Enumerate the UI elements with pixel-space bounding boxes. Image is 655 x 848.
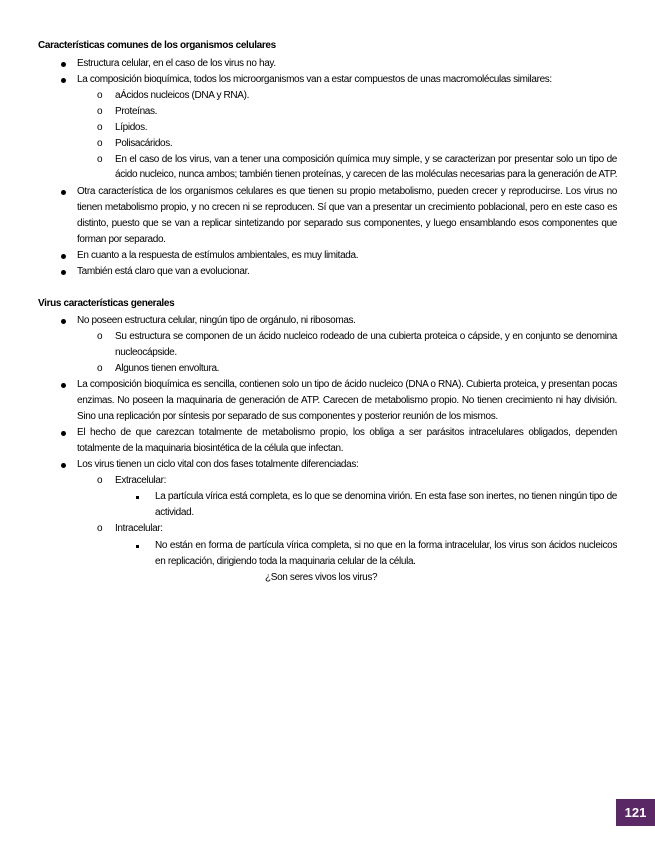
list-item-continuation: Sino una replicación por síntesis por separado de sus componentes y posterior reunión de los mismos.: [77, 411, 498, 422]
list-item: También está claro que van a evolucionar.: [77, 266, 250, 277]
list-item: Otra característica de los organismos celulares es que tienen su propio metabolismo, pueden crecer y reproducirse. Los virus no: [77, 186, 617, 197]
detail-item: No están en forma de partícula vírica completa, si no que en la forma intracelular, los virus son ácidos nucleicos: [155, 540, 617, 551]
bullet-marker: [61, 431, 66, 436]
detail-item-continuation: actividad.: [155, 507, 194, 518]
sub-list-item: Su estructura se componen de un ácido nucleico rodeado de una cubierta proteica o cápside, y en conjunto se denomina: [115, 331, 617, 342]
list-item-continuation: distinto, puesto que se van a replicar sintetizando por separado sus componentes, y luego ensamblando esos componentes que: [77, 218, 617, 229]
sub-list-item-continuation: nucleocápside.: [115, 347, 177, 358]
sub-list-item: Proteínas.: [115, 106, 158, 117]
list-item: Estructura celular, en el caso de los virus no hay.: [77, 58, 276, 69]
square-marker: [136, 545, 139, 548]
list-item: La composición bioquímica es sencilla, contienen solo un tipo de ácido nucleico (DNA o RNA). Cubierta proteica, y presentan pocas: [77, 379, 617, 390]
bullet-marker: [61, 270, 66, 275]
bullet-marker: [61, 463, 66, 468]
sub-list-item: aÁcidos nucleicos (DNA y RNA).: [115, 90, 249, 101]
sub-list-item: Extracelular:: [115, 475, 167, 486]
sub-list-item: Polisacáridos.: [115, 138, 173, 149]
circle-marker: o: [97, 523, 103, 534]
list-item: No poseen estructura celular, ningún tipo de orgánulo, ni ribosomas.: [77, 315, 356, 326]
circle-marker: o: [97, 331, 103, 342]
sub-list-item: En el caso de los virus, van a tener una composición química muy simple, y se caracterizan por presentar solo un tipo de: [115, 154, 617, 165]
list-item: El hecho de que carezcan totalmente de metabolismo propio, los obliga a ser parásitos intracelulares obligados, dependen: [77, 427, 617, 438]
circle-marker: o: [97, 90, 103, 101]
list-item-continuation: enzimas. No poseen la maquinaria de generación de ATP. Carecen de metabolismo propio. No tienen crecimiento ni hay división.: [77, 395, 617, 406]
detail-item-continuation: en replicación, dirigiendo toda la maquinaria celular de la célula.: [155, 556, 416, 567]
circle-marker: o: [97, 363, 103, 374]
list-item: La composición bioquímica, todos los microorganismos van a estar compuestos de unas macromoléculas similares:: [77, 74, 552, 85]
sub-list-item: Algunos tienen envoltura.: [115, 363, 220, 374]
section-heading-virus: Virus características generales: [38, 298, 175, 309]
bullet-marker: [61, 383, 66, 388]
bullet-marker: [61, 78, 66, 83]
page-number: 121: [616, 799, 655, 826]
bullet-marker: [61, 319, 66, 324]
list-item-continuation: forman por separado.: [77, 234, 166, 245]
circle-marker: o: [97, 138, 103, 149]
square-marker: [136, 496, 139, 499]
circle-marker: o: [97, 106, 103, 117]
closing-question: ¿Son seres vivos los virus?: [265, 572, 378, 583]
detail-item: La partícula vírica está completa, es lo que se denomina virión. En esta fase son inertes, no tienen ningún tipo de: [155, 491, 617, 502]
list-item-continuation: tienen metabolismo propio, y no crecen ni se reproducen. Sí que van a presentar un crecimiento poblacional, pero en este caso es: [77, 202, 617, 213]
bullet-marker: [61, 190, 66, 195]
list-item: En cuanto a la respuesta de estímulos ambientales, es muy limitada.: [77, 250, 359, 261]
section-heading-organismos: Características comunes de los organismos celulares: [38, 40, 276, 51]
circle-marker: o: [97, 475, 103, 486]
circle-marker: o: [97, 122, 103, 133]
bullet-marker: [61, 254, 66, 259]
list-item-continuation: totalmente de la maquinaria biosintética de la célula que infectan.: [77, 443, 344, 454]
sub-list-item-continuation: ácido nucleico, nunca ambos; también tienen proteínas, y carecen de las moléculas necesarias para la generación de ATP.: [115, 169, 618, 180]
sub-list-item: Lípidos.: [115, 122, 148, 133]
list-item: Los virus tienen un ciclo vital con dos fases totalmente diferenciadas:: [77, 459, 359, 470]
sub-list-item: Intracelular:: [115, 523, 163, 534]
circle-marker: o: [97, 154, 103, 165]
bullet-marker: [61, 62, 66, 67]
